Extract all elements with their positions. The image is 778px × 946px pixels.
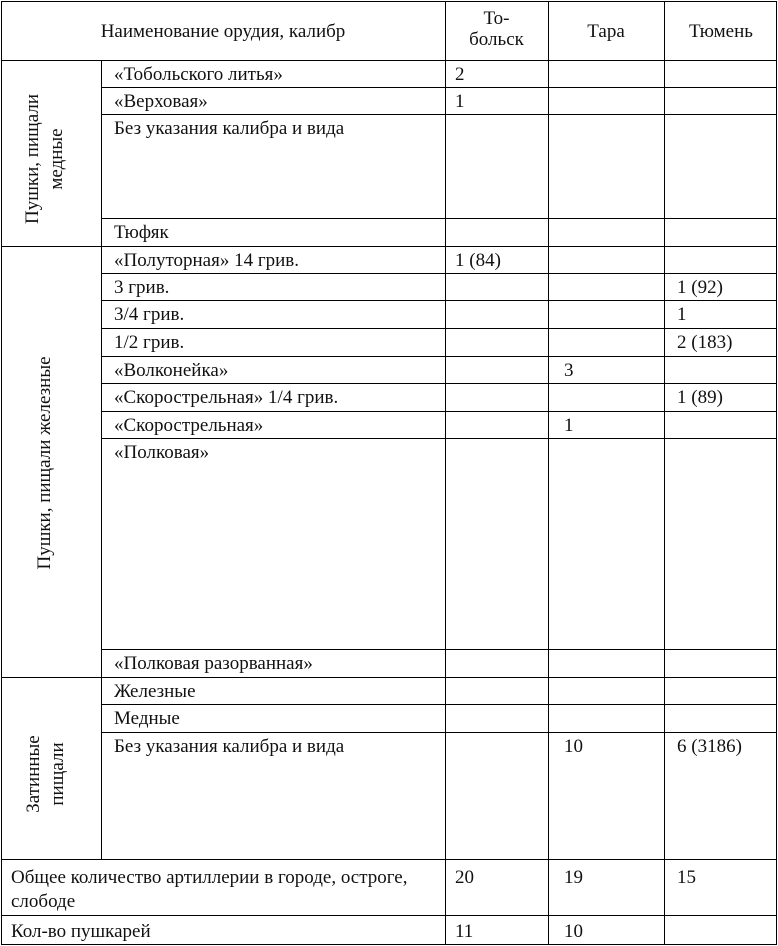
row-tyumen: 1 [677,304,687,325]
row-border [101,328,777,329]
total-gunners-tobolsk: 11 [455,921,474,942]
total-artillery-label: Общее количество артиллерии в городе, остроге, слободе [11,867,408,912]
row-name: «Полуторная» 14 грив. [114,250,300,271]
header-tobolsk: То- больск [469,8,524,50]
row-tyumen: 1 (89) [677,387,723,408]
row-border [1,944,777,945]
row-tobolsk: 1 (84) [455,250,501,271]
row-tyumen: 6 (3186) [677,736,742,757]
column-divider [548,1,549,945]
table-border-left [1,1,2,945]
row-tara: 3 [564,360,574,381]
column-divider [664,1,665,945]
row-border [101,218,777,219]
row-name: Медные [114,708,180,729]
row-border [1,677,777,678]
row-name: 3/4 грив. [114,304,185,325]
row-name: Без указания калибра и вида [114,118,345,139]
total-artillery-tyumen: 15 [677,867,696,888]
row-border [101,300,777,301]
row-name: «Скорострельная» 1/4 грив. [114,387,339,408]
row-border [101,356,777,357]
row-name: Без указания калибра и вида [114,736,345,757]
row-border [101,114,777,115]
row-border [101,383,777,384]
row-border [1,246,777,247]
row-border [101,87,777,88]
row-name: Железные [114,681,196,702]
row-border [101,704,777,705]
column-divider [445,1,446,945]
row-tobolsk: 2 [455,64,465,85]
row-name: Тюфяк [114,222,169,243]
row-tobolsk: 1 [455,91,465,112]
row-name: 3 грив. [114,277,170,298]
row-name: «Полковая разорванная» [114,653,313,674]
row-border [1,859,777,860]
row-border [1,915,777,916]
group-copper-label: Пушки, пищали медные [22,94,67,224]
total-gunners-tara: 10 [564,921,583,942]
total-artillery-tobolsk: 20 [455,867,474,888]
group-zatinnye-label: Затинные пищали [23,735,68,813]
row-border [101,438,777,439]
row-tyumen: 2 (183) [677,332,733,353]
row-border [1,60,777,61]
row-name: «Полковая» [114,442,210,463]
row-border [101,273,777,274]
row-tara: 10 [564,736,583,757]
row-tyumen: 1 (92) [677,277,723,298]
total-gunners-label: Кол-во пушкарей [11,921,151,942]
row-tara: 1 [564,415,574,436]
total-artillery-tara: 19 [564,867,583,888]
row-name: «Скорострельная» [114,415,264,436]
header-name-col: Наименование орудия, калибр [100,21,346,42]
row-name: «Волконейка» [114,360,229,381]
row-border [1,1,777,2]
header-tara: Тара [587,21,625,42]
header-tyumen: Тюмень [689,21,753,42]
row-name: «Тобольского литья» [114,64,283,85]
row-border [101,649,777,650]
group-iron-label: Пушки, пищали железные [34,356,55,570]
group-divider [101,60,102,860]
row-border [101,732,777,733]
row-name: «Верховая» [114,91,208,112]
row-name: 1/2 грив. [114,332,185,353]
row-border [101,411,777,412]
table-border-right [776,1,777,945]
